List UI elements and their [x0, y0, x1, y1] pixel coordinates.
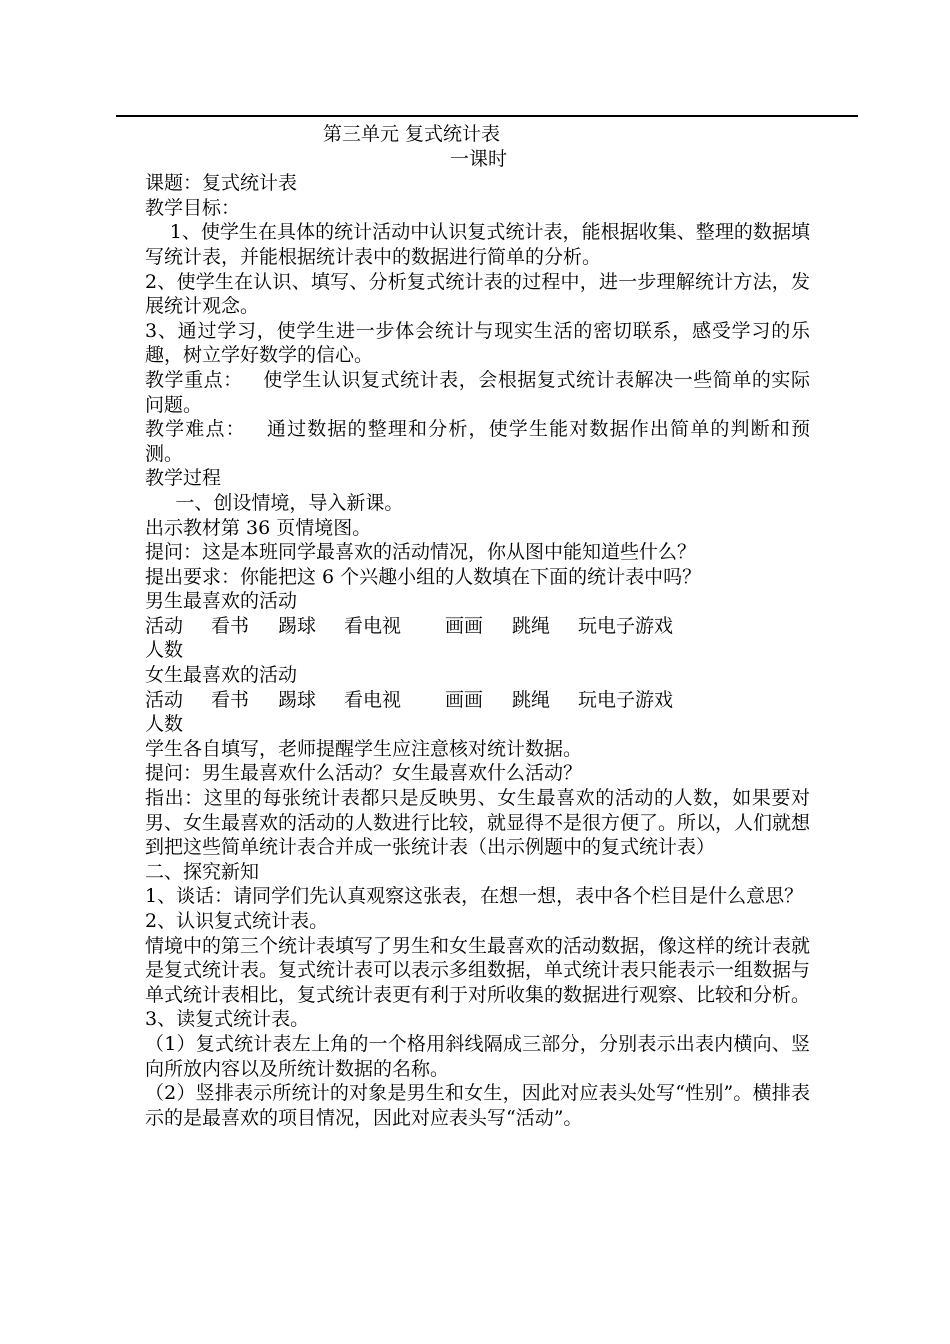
table-header-cell: 看电视: [344, 614, 402, 637]
page-subtitle: 一课时: [450, 147, 508, 170]
goals-heading: 教学目标：: [145, 196, 241, 219]
table-header-cell: 玩电子游戏: [578, 614, 674, 637]
table-header-cell: 看电视: [344, 688, 402, 711]
table-header-cell: 画画: [445, 688, 484, 711]
know-text: 情境中的第三个统计表填写了男生和女生最喜欢的活动数据，像这样的统计表就是复式统计表。复式统计表可以表示多组数据，单式统计表只能表示一组数据与单式统计表相比，复式统计表更有利于对所收集的数据进行观察、比较和分析。: [145, 934, 811, 1006]
table-header-cell: 踢球: [278, 688, 317, 711]
point-out: 指出：这里的每张统计表都只是反映男、女生最喜欢的活动的人数，如果要对男、女生最喜欢的活动的人数进行比较，就显得不是很方便了。所以，人们就想到把这些简单统计表合并成一张统计表（出示例题中的复式统计表）: [145, 787, 811, 859]
girls-table-row-label: 人数: [145, 713, 184, 736]
key-label: 教学重点：: [145, 368, 243, 391]
table-header-cell: 看书: [211, 614, 250, 637]
difficulty-text: 通过数据的整理和分析，使学生能对数据作出简单的判断和预测。: [145, 418, 810, 465]
know-heading: 2、认识复式统计表。: [145, 910, 329, 932]
table-header-cell: 踢球: [278, 614, 317, 637]
table-header-cell: 跳绳: [512, 688, 551, 711]
key-text: 使学生认识复式统计表，会根据复式统计表解决一些简单的实际问题。: [145, 368, 810, 416]
boys-table-header-row: [145, 614, 810, 639]
key-point: [145, 368, 810, 417]
boys-table-title: 男生最喜欢的活动: [145, 590, 298, 613]
document-body: [145, 122, 810, 1130]
page-title: 第三单元 复式统计表: [323, 123, 501, 145]
process-heading: 教学过程: [145, 467, 222, 490]
girls-table-header-row: [145, 688, 810, 713]
table-header-cell: 玩电子游戏: [578, 688, 674, 711]
question-2: 提问：男生最喜欢什么活动？女生最喜欢什么活动？: [145, 762, 583, 785]
fill-note: 学生各自填写，老师提醒学生应注意核对统计数据。: [145, 737, 583, 760]
table-header-cell: 跳绳: [512, 614, 551, 637]
goal-2: 2、使学生在认识、填写、分析复式统计表的过程中，进一步理解统计方法，发展统计观念。: [145, 270, 810, 318]
table-header-cell: 活动: [145, 688, 184, 711]
girls-table-title: 女生最喜欢的活动: [145, 664, 298, 687]
read-heading: 3、读复式统计表。: [145, 1008, 310, 1031]
header-rule: [116, 115, 858, 117]
boys-table-row-label: 人数: [145, 639, 184, 662]
show-material: 出示教材第 36 页情境图。: [145, 516, 372, 539]
goal-3: 3、通过学习，使学生进一步体会统计与现实生活的密切联系，感受学习的乐趣，树立学好数学的信心。: [145, 319, 810, 367]
request: 提出要求：你能把这 6 个兴趣小组的人数填在下面的统计表中吗？: [145, 565, 702, 588]
talk: 1、谈话：请同学们先认真观察这张表，在想一想，表中各个栏目是什么意思？: [145, 885, 804, 908]
read-2: （2）竖排表示所统计的对象是男生和女生，因此对应表头处写“性别”。横排表示的是最喜欢的项目情况，因此对应表头写“活动”。: [145, 1082, 810, 1129]
topic: 课题：复式统计表: [145, 172, 298, 195]
question-1: 提问：这是本班同学最喜欢的活动情况，你从图中能知道些什么？: [145, 541, 697, 564]
difficulty-point: [145, 417, 810, 466]
table-header-cell: 画画: [445, 614, 484, 637]
goal-1: 1、使学生在具体的统计活动中认识复式统计表，能根据收集、整理的数据填写统计表，并能根据统计表中的数据进行简单的分析。: [145, 221, 810, 268]
step-1: 一、创设情境，导入新课。: [175, 491, 404, 514]
difficulty-label: 教学难点：: [145, 418, 246, 441]
table-header-cell: 看书: [211, 688, 250, 711]
table-header-cell: 活动: [145, 614, 184, 637]
read-1: （1）复式统计表左上角的一个格用斜线隔成三部分，分别表示出表内横向、竖向所放内容以及所统计数据的名称。: [145, 1032, 810, 1080]
step-2: 二、探究新知: [145, 860, 260, 883]
